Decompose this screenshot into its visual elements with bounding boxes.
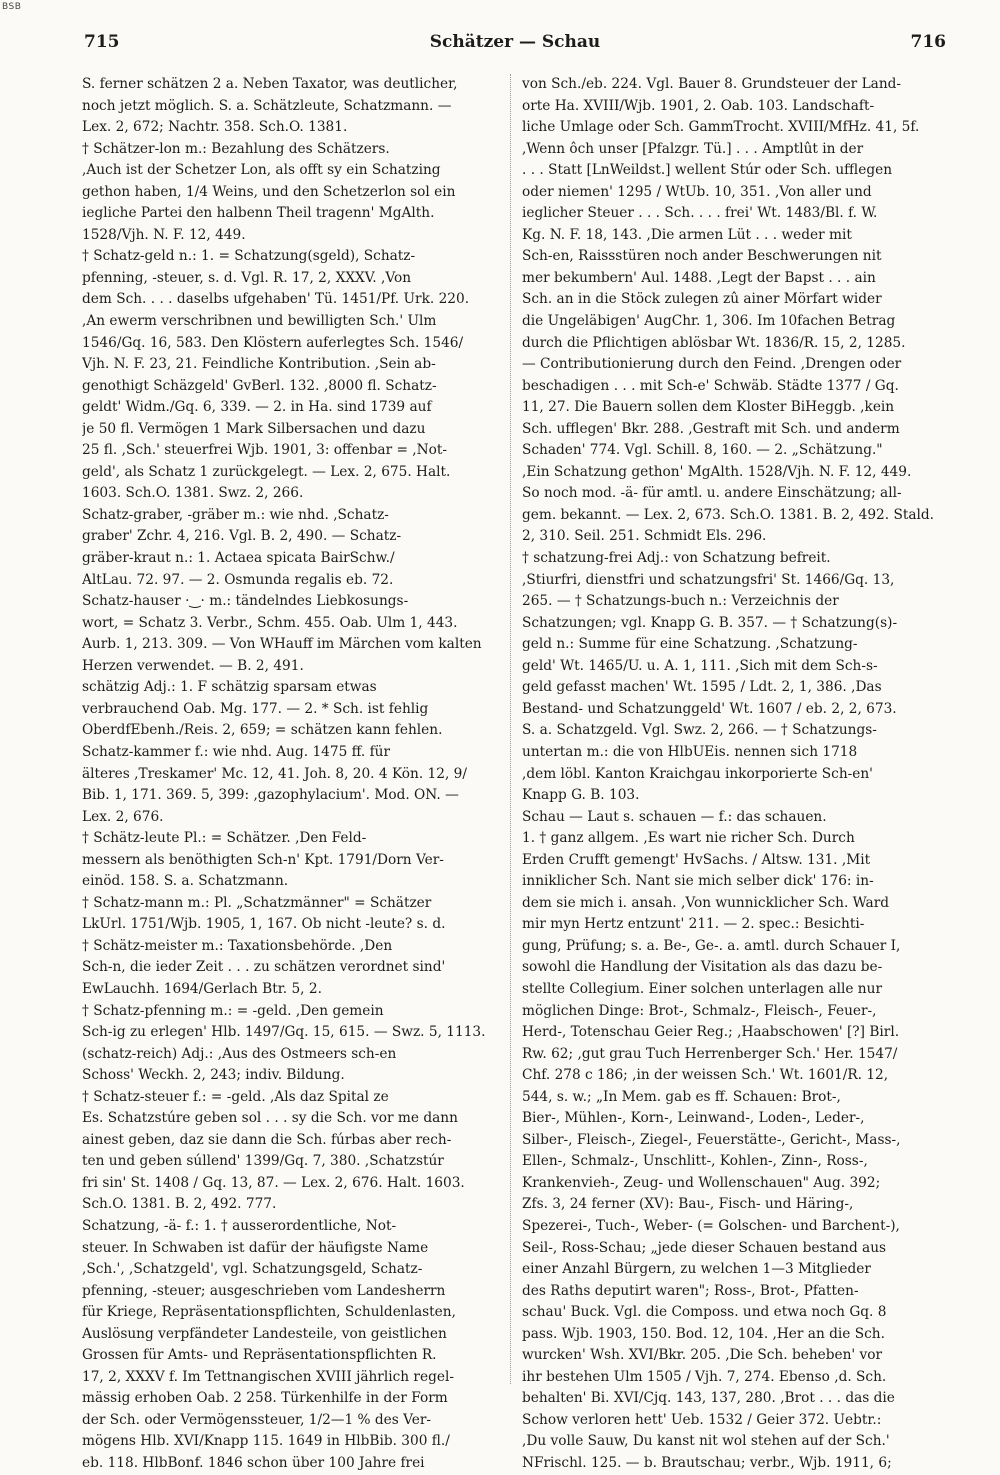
text-line: je 50 fl. Vermögen 1 Mark Silbersachen und dazu [82, 420, 426, 437]
text-line: Ellen-, Schmalz-, Unschlitt-, Kohlen-, Zinn-, Ross-, [522, 1153, 868, 1170]
text-line: schätzig Adj.: 1. F schätzig sparsam etwas [82, 679, 377, 696]
running-title: Schätzer — Schau [429, 32, 601, 52]
text-line: Schatzungen; vgl. Knapp G. B. 357. — † Schatzung(s)- [522, 614, 898, 631]
text-line: schau' Buck. Vgl. die Composs. und etwa noch Gq. 8 [522, 1304, 887, 1321]
text-line: Schau — Laut s. schauen — f.: das schauen. [522, 808, 827, 825]
text-line: Zfs. 3, 24 ferner (XV): Bau-, Fisch- und Häring-, [522, 1196, 854, 1213]
text-line: pass. Wjb. 1903, 150. Bod. 12, 104. ,Her an die Sch. [522, 1325, 885, 1342]
text-line: 11, 27. Die Bauern sollen dem Kloster BiHeggb. ,kein [522, 399, 895, 416]
text-line: Sch-n, die ieder Zeit . . . zu schätzen verordnet sind' [82, 959, 446, 976]
text-line: 1. † ganz allgem. ,Es wart nie richer Sch. Durch [522, 830, 855, 847]
text-line: Lex. 2, 676. [82, 808, 164, 825]
text-line: möglichen Dinge: Brot-, Schmalz-, Fleisch-, Feuer-, [522, 1002, 877, 1019]
text-line: 1528/Vjh. N. F. 12, 449. [82, 226, 246, 243]
text-line: orte Ha. XVIII/Wjb. 1901, 2. Oab. 103. Landschaft- [522, 97, 875, 114]
text-line: † Schätzer-lon m.: Bezahlung des Schätzers. [82, 140, 390, 157]
page-number-left: 715 [84, 32, 120, 52]
text-line: NFrischl. 125. — b. Brautschau; verbr., Wjb. 1911, 6; [522, 1455, 892, 1471]
text-line: geld gefasst machen' Wt. 1595 / Ldt. 2, 1, 386. ,Das [522, 679, 882, 696]
page-header [84, 32, 946, 58]
text-line: ,Stiurfri, dienstfri und schatzungsfri' St. 1466/Gq. 13, [522, 571, 895, 588]
text-line: ihr bestehen Ulm 1505 / Vjh. 7, 274. Ebenso ,d. Sch. [522, 1368, 887, 1385]
text-line: gethon haben, 1/4 Weins, und den Schetzerlon sol ein [82, 183, 456, 200]
text-line: graber' Zchr. 4, 216. Vgl. B. 2, 490. — Schatz- [82, 528, 402, 545]
text-line: Es. Schatzstúre geben sol . . . sy die Sch. vor me dann [82, 1110, 458, 1127]
text-line: Schow verloren hett' Ueb. 1532 / Geier 372. Uebtr.: [522, 1411, 882, 1428]
text-line: Herzen verwendet. — B. 2, 491. [82, 657, 304, 674]
text-line: Erden Crufft gemengt' HvSachs. / Altsw. 131. ,Mit [522, 851, 871, 868]
text-line: inniklicher Sch. Nant sie mich selber dick' 176: in- [522, 873, 874, 890]
text-line: Grossen für Amts- und Repräsentationspflichten R. [82, 1347, 437, 1364]
text-line: OberdfEbenh./Reis. 2, 659; = schätzen kann fehlen. [82, 722, 443, 739]
text-line: ieglicher Steuer . . . Sch. . . . frei' Wt. 1483/Bl. f. W. [522, 205, 878, 222]
text-line: 1546/Gq. 16, 583. Den Klöstern auferlegtes Sch. 1546/ [82, 334, 464, 351]
text-line: mir myn Hertz entzunt' 211. — 2. spec.: Besichti- [522, 916, 865, 933]
text-line: ainest geben, daz sie dann die Sch. fúrbas aber rech- [82, 1131, 452, 1148]
text-line: Vjh. N. F. 23, 21. Feindliche Kontribution. ,Sein ab- [82, 356, 436, 373]
text-line: Schaden' 774. Vgl. Schill. 8, 160. — 2. „Schätzung." [522, 442, 883, 459]
text-line: † Schätz-leute Pl.: = Schätzer. ,Den Feld- [82, 830, 367, 847]
text-line: sowohl die Handlung der Visitation als das dazu be- [522, 959, 883, 976]
text-line: † Schatz-mann m.: Pl. „Schatzmänner" = Schätzer [82, 894, 432, 911]
text-line: dem Sch. . . . daselbs ufgehaben' Tü. 1451/Pf. Urk. 220. [82, 291, 470, 308]
text-line: Kg. N. F. 18, 143. ,Die armen Lüt . . . weder mit [522, 226, 852, 243]
text-line: Schoss' Weckh. 2, 243; indiv. Bildung. [82, 1067, 345, 1084]
column-divider [510, 74, 511, 1384]
text-line: Aurb. 1, 213. 309. — Von WHauff im Märchen vom kalten [82, 636, 482, 653]
text-line: 25 fl. ,Sch.' steuerfrei Wjb. 1901, 3: offenbar = ,Not- [82, 442, 447, 459]
text-line: 265. — † Schatzungs-buch n.: Verzeichnis der [522, 593, 839, 610]
text-line: pfenning, -steuer; ausgeschrieben vom Landesherrn [82, 1282, 446, 1299]
text-line: Sch-en, Raissstüren noch ander Beschwerungen nit [522, 248, 882, 265]
left-column [82, 74, 506, 1475]
text-line: Spezerei-, Tuch-, Weber- (= Golschen- und Barchent-), [522, 1217, 900, 1234]
text-line: Bestand- und Schatzunggeld' Wt. 1607 / eb. 2, 2, 673. [522, 700, 897, 717]
text-line: oder niemen' 1295 / WtUb. 10, 351. ,Von aller und [522, 183, 872, 200]
text-line: † Schätz-meister m.: Taxationsbehörde. ,Den [82, 937, 393, 954]
text-line: — Contributionierung durch den Feind. ,Drengen oder [522, 356, 902, 373]
text-line: mer bekumbern' Aul. 1488. ,Legt der Bapst . . . ain [522, 269, 876, 286]
text-line: 17, 2, XXXV f. Im Tettnangischen XVIII jährlich regel- [82, 1368, 454, 1385]
text-line: Seil-, Ross-Schau; „jede dieser Schauen bestand aus [522, 1239, 887, 1256]
text-line: Lex. 2, 672; Nachtr. 358. Sch.O. 1381. [82, 119, 348, 136]
text-line: Chf. 278 c 186; ,in der weissen Sch.' Wt. 1601/R. 12, [522, 1067, 889, 1084]
text-line: wurcken' Wsh. XVI/Bkr. 205. ,Die Sch. beheben' vor [522, 1347, 883, 1364]
text-line: iegliche Partei den halbenn Theil tragenn' MgAlth. [82, 205, 435, 222]
text-line: ,Du volle Sauw, Du kanst nit wol stehen auf der Sch.' [522, 1433, 890, 1450]
text-line: mögens Hlb. XVI/Knapp 115. 1649 in HlbBib. 300 fl./ [82, 1433, 450, 1450]
text-line: S. a. Schatzgeld. Vgl. Swz. 2, 266. — † Schatzungs- [522, 722, 877, 739]
text-line: genothigt Schäzgeld' GvBerl. 132. ,8000 fl. Schatz- [82, 377, 437, 394]
text-line: AltLau. 72. 97. — 2. Osmunda regalis eb. 72. [82, 571, 394, 588]
text-line: Herd-, Totenschau Geier Reg.; ,Haabschowen' [?] Birl. [522, 1024, 900, 1041]
text-line: messern als benöthigten Sch-n' Kpt. 1791/Dorn Ver- [82, 851, 444, 868]
text-line: Sch. an in die Stöck zulegen zû ainer Mörfart wider [522, 291, 882, 308]
text-line: noch jetzt möglich. S. a. Schätzleute, Schatzmann. — [82, 97, 452, 114]
text-line: ,Auch ist der Schetzer Lon, als offt sy ein Schatzing [82, 162, 441, 179]
text-line: LkUrl. 1751/Wjb. 1905, 1, 167. Ob nicht -leute? s. d. [82, 916, 446, 933]
text-line: Schatzung, -ä- f.: 1. † ausserordentliche, Not- [82, 1217, 397, 1234]
text-line: geldt' Widm./Gq. 6, 339. — 2. in Ha. sind 1739 auf [82, 399, 432, 416]
text-line: Sch-ig zu erlegen' Hlb. 1497/Gq. 15, 615. — Swz. 5, 1113. [82, 1024, 486, 1041]
text-line: fri sin' St. 1408 / Gq. 13, 87. — Lex. 2, 676. Halt. 1603. [82, 1174, 465, 1191]
text-line: ,An ewerm verschribnen und bewilligten Sch.' Ulm [82, 313, 437, 330]
text-line: mässig erhoben Oab. 2 258. Türkenhilfe in der Form [82, 1390, 448, 1407]
text-line: pfenning, -steuer, s. d. Vgl. R. 17, 2, XXXV. ,Von [82, 269, 412, 286]
text-line: Schatz-graber, -gräber m.: wie nhd. ,Schatz- [82, 506, 389, 523]
text-line: eb. 118. HlbBonf. 1846 schon über 100 Jahre frei [82, 1455, 425, 1471]
text-line: geld n.: Summe für eine Schatzung. ,Schatzung- [522, 636, 858, 653]
text-line: 1603. Sch.O. 1381. Swz. 2, 266. [82, 485, 304, 502]
text-line: untertan m.: die von HlbUEis. nennen sich 1718 [522, 743, 858, 760]
text-line: Bier-, Mühlen-, Korn-, Leinwand-, Loden-, Leder-, [522, 1110, 865, 1127]
text-line: liche Umlage oder Sch. GammTrocht. XVIII/MfHz. 41, 5f. [522, 119, 920, 136]
text-line: Knapp G. B. 103. [522, 787, 640, 804]
text-line: geld', als Schatz 1 zurückgelegt. — Lex. 2, 675. Halt. [82, 463, 451, 480]
text-line: dem sie mich i. ansah. ,Von wunnicklicher Sch. Ward [522, 894, 890, 911]
text-line: ten und geben súllend' 1399/Gq. 7, 380. ,Schatzstúr [82, 1153, 444, 1170]
text-line: wort, = Schatz 3. Verbr., Schm. 455. Oab. Ulm 1, 443. [82, 614, 458, 631]
text-line: EwLauchh. 1694/Gerlach Btr. 5, 2. [82, 980, 322, 997]
text-line: behalten' Bi. XVI/Cjq. 143, 137, 280. ,Brot . . . das die [522, 1390, 895, 1407]
text-line: † Schatz-steuer f.: = -geld. ,Als daz Spital ze [82, 1088, 389, 1105]
text-line: Schatz-hauser ·‿· m.: tändelndes Liebkosungs- [82, 593, 409, 610]
text-line: Sch.O. 1381. B. 2, 492. 777. [82, 1196, 277, 1213]
text-line: einer Anzahl Bürgern, zu welchen 1—3 Mitglieder [522, 1261, 871, 1278]
right-column [522, 74, 946, 1475]
text-line: S. ferner schätzen 2 a. Neben Taxator, was deutlicher, [82, 76, 458, 92]
text-line: Rw. 62; ,gut grau Tuch Herrenberger Sch.' Her. 1547/ [522, 1045, 898, 1062]
text-line: durch die Pflichtigen ablösbar Wt. 1836/R. 15, 2, 1285. [522, 334, 906, 351]
text-line: . . . Statt [LnWeildst.] wellent Stúr oder Sch. ufflegen [522, 162, 893, 179]
text-line: Krankenvieh-, Zeug- und Wollenschauen" Aug. 392; [522, 1174, 881, 1191]
text-line: der Sch. oder Vermögenssteuer, 1/2—1 % des Ver- [82, 1411, 432, 1428]
text-line: verbrauchend Oab. Mg. 177. — 2. * Sch. ist fehlig [82, 700, 429, 717]
text-line: die Ungeläbigen' AugChr. 1, 306. Im 10fachen Betrag [522, 313, 896, 330]
library-stamp: BSB [2, 2, 22, 12]
text-line: ,Ein Schatzung gethon' MgAlth. 1528/Vjh. N. F. 12, 449. [522, 463, 912, 480]
text-line: ,Wenn ôch unser [Pfalzgr. Tü.] . . . Amptlût in der [522, 140, 864, 157]
text-line: 2, 310. Seil. 251. Schmidt Els. 296. [522, 528, 767, 545]
text-line: Auslösung verpfändeter Landesteile, von geistlichen [82, 1325, 447, 1342]
text-line: † Schatz-pfenning m.: = -geld. ,Den gemein [82, 1002, 384, 1019]
text-line: Sch. ufflegen' Bkr. 288. ,Gestraft mit Sch. und anderm [522, 420, 900, 437]
text-line: gung, Prüfung; s. a. Be-, Ge-. a. amtl. durch Schauer I, [522, 937, 901, 954]
text-line: gräber-kraut n.: 1. Actaea spicata BairSchw./ [82, 550, 395, 567]
text-line: für Kriege, Repräsentationspflichten, Schuldenlasten, [82, 1304, 456, 1321]
text-line: einöd. 158. S. a. Schatzmann. [82, 873, 289, 890]
text-line: So noch mod. -ä- für amtl. u. andere Einschätzung; all- [522, 485, 902, 502]
text-line: ,dem löbl. Kanton Kraichgau inkorporierte Sch-en' [522, 765, 873, 782]
text-line: älteres ,Treskamer' Mc. 12, 41. Joh. 8, 20. 4 Kön. 12, 9/ [82, 765, 468, 782]
text-line: Bib. 1, 171. 369. 5, 399: ,gazophylacium'. Mod. ON. — [82, 787, 459, 804]
text-line: ,Sch.', ,Schatzgeld', vgl. Schatzungsgeld, Schatz- [82, 1261, 423, 1278]
text-line: des Raths deputirt waren"; Ross-, Brot-, Pfatten- [522, 1282, 859, 1299]
text-line: Silber-, Fleisch-, Ziegel-, Feuerstätte-, Gericht-, Mass-, [522, 1131, 901, 1148]
text-line: gem. bekannt. — Lex. 2, 673. Sch.O. 1381. B. 2, 492. Stald. [522, 506, 934, 523]
text-line: von Sch./eb. 224. Vgl. Bauer 8. Grundsteuer der Land- [522, 76, 902, 92]
text-line: (schatz-reich) Adj.: ,Aus des Ostmeers sch-en [82, 1045, 397, 1062]
text-line: 544, s. w.; „In Mem. gab es ff. Schauen: Brot-, [522, 1088, 841, 1105]
text-line: steuer. In Schwaben ist dafür der häufigste Name [82, 1239, 429, 1256]
page-number-right: 716 [910, 32, 946, 52]
text-line: † Schatz-geld n.: 1. = Schatzung(sgeld), Schatz- [82, 248, 416, 265]
text-line: stellte Collegium. Einer solchen unterlagen alle nur [522, 980, 882, 997]
text-line: beschadigen . . . mit Sch-e' Schwäb. Städte 1377 / Gq. [522, 377, 899, 394]
text-line: Schatz-kammer f.: wie nhd. Aug. 1475 ff. für [82, 743, 391, 760]
text-line: † schatzung-frei Adj.: von Schatzung befreit. [522, 550, 831, 567]
text-line: geld' Wt. 1465/U. u. A. 1, 111. ,Sich mit dem Sch-s- [522, 657, 878, 674]
